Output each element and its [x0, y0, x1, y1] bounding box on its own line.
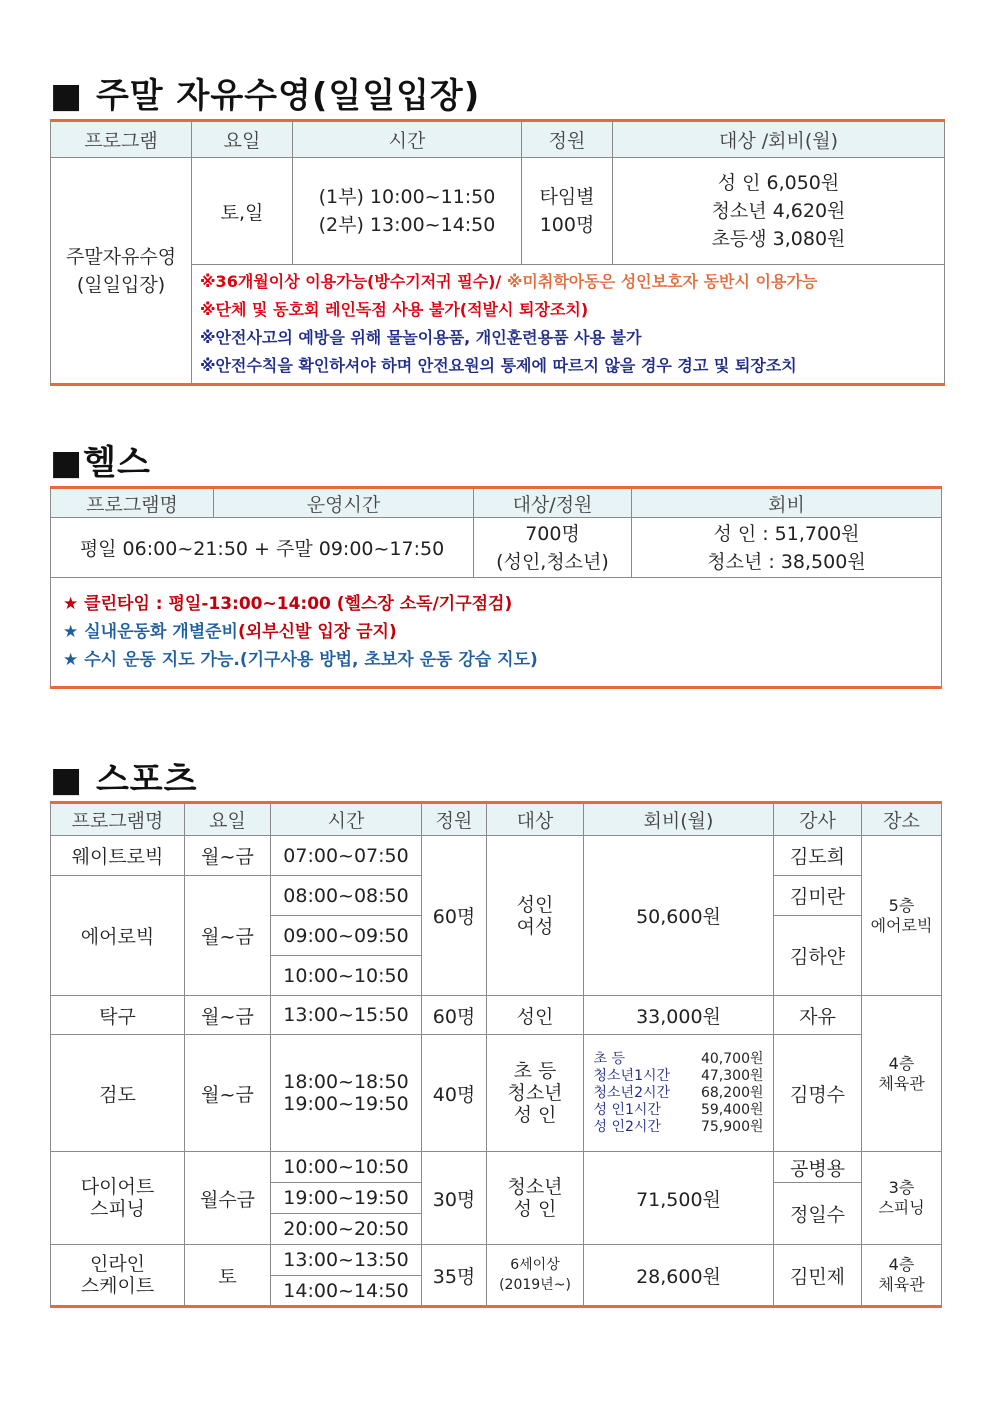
note-coaching: 수시 운동 지도 가능.(기구사용 방법, 초보자 운동 강습 지도) [84, 650, 538, 670]
target-line: 초 등 [513, 1060, 557, 1082]
name-line: 스케이트 [80, 1275, 155, 1297]
program-name: 주말자유수영 [65, 245, 177, 268]
program-target: 성인 [487, 996, 584, 1035]
program-capacity: 40명 [422, 1035, 487, 1152]
swim-days: 토,일 [192, 158, 293, 265]
fee-value: 68,200원 [700, 1084, 764, 1101]
place-floor: 3층 [888, 1178, 915, 1197]
program-capacity: 60명 [422, 996, 487, 1035]
swim-fees [613, 158, 945, 265]
target-line: 청소년 [507, 1082, 563, 1104]
program-fee: 28,600원 [584, 1245, 774, 1307]
kendo-fee-list [594, 1051, 764, 1136]
program-fee: 50,600원 [584, 836, 774, 996]
program-teacher: 김민제 [774, 1245, 862, 1307]
health-hours: 평일 06:00~21:50 + 주말 09:00~17:50 [51, 518, 474, 578]
program-capacity: 60명 [422, 836, 487, 996]
fee-value: 47,300원 [700, 1067, 764, 1084]
section-title-swim: ■ 주말 자유수영(일일입장) [50, 76, 481, 116]
col-header-program: 프로그램 [51, 121, 192, 158]
place-floor: 4층 [888, 1053, 915, 1073]
swim-table [50, 119, 945, 386]
col-header-target: 대상/정원 [474, 488, 632, 518]
fee-adult: 성 인 6,050원 [717, 172, 840, 194]
col-header-program: 프로그램명 [51, 488, 214, 518]
program-place [862, 996, 942, 1152]
health-table [50, 486, 942, 689]
capacity-target: (성인,청소년) [496, 550, 609, 573]
col-header-days: 요일 [185, 803, 271, 836]
fee-adult: 성 인 : 51,700원 [713, 522, 860, 545]
program-days: 월수금 [185, 1152, 271, 1245]
fee-youth: 청소년 : 38,500원 [707, 550, 866, 573]
capacity-label: 타임별 [539, 186, 595, 208]
note-safety-rules: ※안전수칙을 확인하셔야 하며 안전요원의 통제에 따르지 않을 경우 경고 및 퇴장조치 [200, 356, 797, 375]
table-row [51, 836, 942, 876]
health-capacity [474, 518, 632, 578]
time-part1: (1부) 10:00~11:50 [318, 186, 496, 208]
program-time: 08:00~08:50 [271, 876, 422, 916]
program-time: 19:00~19:50 [271, 1183, 422, 1214]
program-capacity: 35명 [422, 1245, 487, 1307]
program-time: 07:00~07:50 [271, 836, 422, 876]
col-header-program: 프로그램명 [51, 803, 185, 836]
program-place [862, 1245, 942, 1307]
swim-header-row [51, 121, 945, 158]
program-time: 13:00~15:50 [271, 996, 422, 1035]
fee-label: 청소년1시간 [593, 1067, 671, 1084]
target-line: 성인 [516, 893, 554, 916]
time-part2: (2부) 13:00~14:50 [318, 214, 496, 236]
program-days: 월~금 [185, 836, 271, 876]
fee-label: 초 등 [593, 1050, 625, 1067]
name-line: 인라인 [89, 1253, 146, 1275]
health-fees [632, 518, 942, 578]
program-name [51, 1152, 185, 1245]
target-line: 성 인 [513, 1104, 557, 1126]
star-icon: ★ [63, 650, 79, 670]
program-name [51, 1245, 185, 1307]
program-place [862, 836, 942, 996]
fee-youth: 청소년 4,620원 [711, 200, 846, 222]
note-shoes-rule: (외부신발 입장 금지) [237, 622, 397, 642]
program-target [487, 1152, 584, 1245]
program-time: 10:00~10:50 [271, 1152, 422, 1183]
program-fee: 71,500원 [584, 1152, 774, 1245]
target-line: 청소년 [507, 1176, 563, 1198]
fee-value: 75,900원 [700, 1118, 764, 1135]
note-group: ※단체 및 동호회 레인독점 사용 불가(적발시 퇴장조치) [200, 300, 589, 319]
fee-value: 40,700원 [700, 1050, 764, 1067]
place-floor: 4층 [888, 1255, 915, 1274]
fee-label: 성 인1시간 [593, 1101, 661, 1118]
fee-value: 59,400원 [700, 1101, 764, 1118]
fee-label: 성 인2시간 [593, 1118, 661, 1135]
fee-label: 청소년2시간 [593, 1084, 671, 1101]
target-line: 여성 [516, 915, 554, 938]
program-days: 토 [185, 1245, 271, 1307]
col-header-hours: 운영시간 [214, 488, 474, 518]
program-time: 13:00~13:50 [271, 1245, 422, 1276]
col-header-days: 요일 [192, 121, 293, 158]
table-row [51, 1152, 942, 1183]
place-room: 에어로빅 [870, 915, 933, 935]
name-line: 스피닝 [89, 1198, 146, 1220]
program-name: 검도 [51, 1035, 185, 1152]
swim-program-cell [51, 158, 192, 385]
place-room: 스피닝 [878, 1198, 925, 1217]
place-floor: 5층 [888, 895, 915, 915]
col-header-place: 장소 [862, 803, 942, 836]
col-header-capacity: 정원 [522, 121, 613, 158]
name-line: 다이어트 [80, 1176, 155, 1198]
time-line: 18:00~18:50 [283, 1071, 409, 1093]
program-place [862, 1152, 942, 1245]
program-name: 탁구 [51, 996, 185, 1035]
note-cleantime: 클린타임 : 평일-13:00~14:00 (헬스장 소독/기구점검) [84, 594, 513, 614]
time-line: 19:00~19:50 [283, 1093, 409, 1115]
program-time: 10:00~10:50 [271, 956, 422, 996]
capacity-value: 700명 [525, 522, 580, 545]
program-teacher: 김미란 [774, 876, 862, 916]
program-time [271, 1035, 422, 1152]
capacity-value: 100명 [539, 214, 595, 236]
col-header-target: 대상 [487, 803, 584, 836]
place-room: 체육관 [878, 1275, 925, 1294]
section-title-health: ■헬스 [50, 443, 151, 483]
place-room: 체육관 [878, 1073, 925, 1093]
note-shoes: 실내운동화 개별준비 [84, 622, 238, 642]
program-fee: 33,000원 [584, 996, 774, 1035]
star-icon: ★ [63, 594, 79, 614]
program-time: 09:00~09:50 [271, 916, 422, 956]
col-header-target-fee: 대상 /회비(월) [613, 121, 945, 158]
program-target [487, 836, 584, 996]
note-age: ※36개월이상 이용가능(방수기저귀 필수)/ [200, 272, 502, 291]
table-row [51, 996, 942, 1035]
col-header-capacity: 정원 [422, 803, 487, 836]
health-notes [51, 578, 942, 688]
swim-capacity [522, 158, 613, 265]
swim-notes [192, 265, 945, 385]
program-fee [584, 1035, 774, 1152]
program-days: 월~금 [185, 876, 271, 996]
target-line: 성 인 [513, 1198, 557, 1220]
table-row [51, 1035, 942, 1152]
fee-child: 초등생 3,080원 [711, 228, 846, 250]
section-title-sports: ■ 스포츠 [50, 760, 198, 800]
col-header-time: 시간 [293, 121, 522, 158]
sports-table [50, 801, 942, 1308]
program-subname: (일일입장) [76, 273, 166, 296]
note-preschool: ※미취학아동은 성인보호자 동반시 이용가능 [506, 272, 818, 291]
program-time: 14:00~14:50 [271, 1276, 422, 1307]
program-teacher: 공병용 [774, 1152, 862, 1183]
program-target [487, 1035, 584, 1152]
col-header-fee: 회비(월) [584, 803, 774, 836]
table-row [51, 1245, 942, 1276]
program-teacher: 정일수 [774, 1183, 862, 1245]
program-teacher: 김하얀 [774, 916, 862, 996]
program-time: 20:00~20:50 [271, 1214, 422, 1245]
program-teacher: 김명수 [774, 1035, 862, 1152]
program-days: 월~금 [185, 996, 271, 1035]
target-line: (2019년~) [499, 1277, 571, 1293]
swim-times [293, 158, 522, 265]
program-teacher: 자유 [774, 996, 862, 1035]
note-safety-items: ※안전사고의 예방을 위해 물놀이용품, 개인훈련용품 사용 불가 [200, 328, 642, 347]
col-header-fee: 회비 [632, 488, 942, 518]
program-name: 웨이트로빅 [51, 836, 185, 876]
program-capacity: 30명 [422, 1152, 487, 1245]
col-header-time: 시간 [271, 803, 422, 836]
program-target [487, 1245, 584, 1307]
col-header-teacher: 강사 [774, 803, 862, 836]
star-icon: ★ [63, 622, 79, 642]
target-line: 6세이상 [510, 1257, 560, 1273]
program-teacher: 김도희 [774, 836, 862, 876]
program-name: 에어로빅 [51, 876, 185, 996]
program-days: 월~금 [185, 1035, 271, 1152]
